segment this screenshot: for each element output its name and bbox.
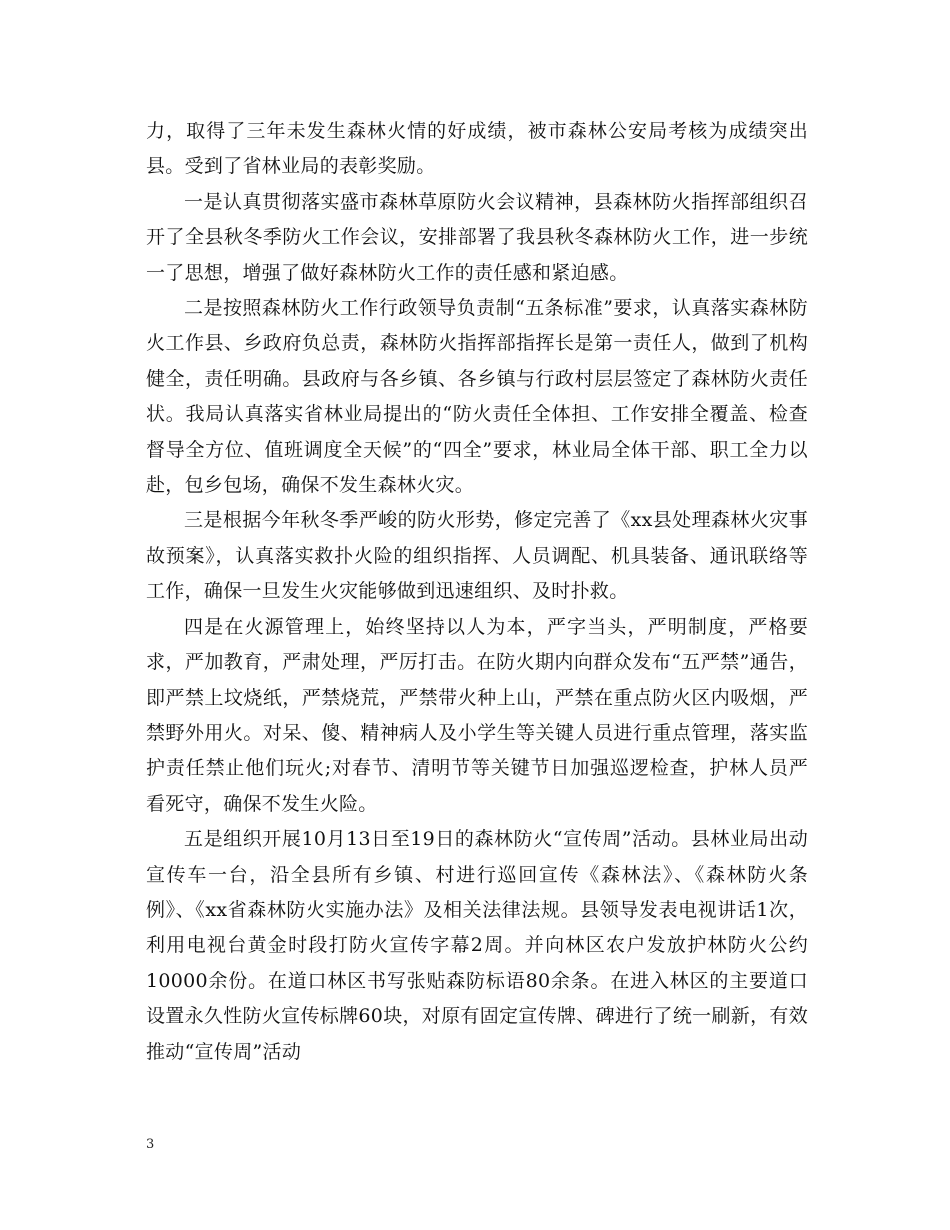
- paragraph-item-2: 二是按照森林防火工作行政领导负责制“五条标准”要求，认真落实森林防火工作县、乡政府负总责，森林防火指挥部指挥长是第一责任人，做到了机构健全，责任明确。县政府与各乡镇、各乡镇与行政村层层签定了森林防火责任状。我局认真落实省林业局提出的“防火责任全体担、工作安排全覆盖、检查督导全方位、值班调度全天候”的“四全”要求，林业局全体干部、职工全力以赴，包乡包场，确保不发生森林火灾。: [146, 297, 808, 497]
- paragraph-item-3: 三是根据今年秋冬季严峻的防火形势，修定完善了《xx县处理森林火灾事故预案》，认真落实救扑火险的组织指挥、人员调配、机具装备、通讯联络等工作，确保一旦发生火灾能够做到迅速组织、及时扑救。: [146, 509, 808, 603]
- paragraph-item-4: 四是在火源管理上，始终坚持以人为本，严字当头，严明制度，严格要求，严加教育，严肃处理，严厉打击。在防火期内向群众发布“五严禁”通告，即严禁上坟烧纸，严禁烧荒，严禁带火种上山，严禁在重点防火区内吸烟，严禁野外用火。对呆、傻、精神病人及小学生等关键人员进行重点管理，落实监护责任禁止他们玩火;对春节、清明节等关键节日加强巡逻检查，护林人员严看死守，确保不发生火险。: [146, 615, 808, 815]
- paragraph-continuation: 力，取得了三年未发生森林火情的好成绩，被市森林公安局考核为成绩突出县。受到了省林业局的表彰奖励。: [146, 120, 808, 178]
- page-number: 3: [146, 1137, 155, 1152]
- paragraph-item-5: 五是组织开展10月13日至19日的森林防火“宣传周”活动。县林业局出动宣传车一台，沿全县所有乡镇、村进行巡回宣传《森林法》、《森林防火条例》、《xx省森林防火实施办法》及相关法律法规。县领导发表电视讲话1次，利用电视台黄金时段打防火宣传字幕2周。并向林区农户发放护林防火公约10000余份。在道口林区书写张贴森防标语80余条。在进入林区的主要道口设置永久性防火宣传标牌60块，对原有固定宣传牌、碑进行了统一刷新，有效推动“宣传周”活动: [146, 828, 808, 1063]
- paragraph-item-1: 一是认真贯彻落实盛市森林草原防火会议精神，县森林防火指挥部组织召开了全县秋冬季防火工作会议，安排部署了我县秋冬森林防火工作，进一步统一了思想，增强了做好森林防火工作的责任感和紧迫感。: [146, 190, 808, 284]
- document-body: [146, 114, 808, 1070]
